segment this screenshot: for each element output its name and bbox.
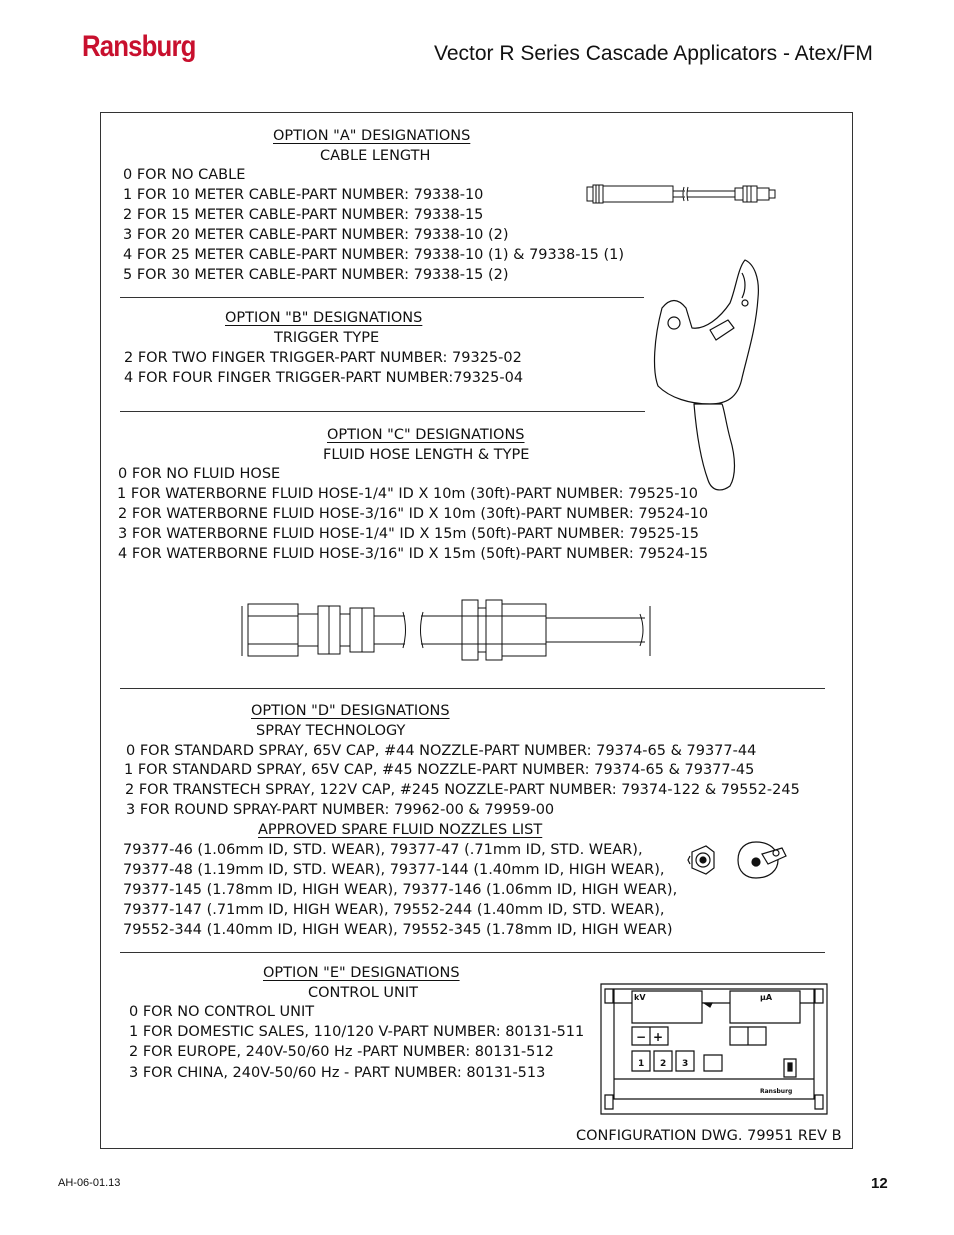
kv-label: kV (634, 993, 646, 1002)
option-a-item: 3 FOR 20 METER CABLE-PART NUMBER: 79338-10 (2) (123, 227, 509, 243)
preset-3: 3 (682, 1059, 689, 1069)
spare-nozzle-line: 79377-147 (.71mm ID, HIGH WEAR), 79552-244 (1.40mm ID, STD. WEAR), (123, 902, 665, 918)
page-title: Vector R Series Cascade Applicators - Atex/FM (434, 42, 873, 65)
option-d-item: 1 FOR STANDARD SPRAY, 65V CAP, #45 NOZZLE-PART NUMBER: 79374-65 & 79377-45 (124, 762, 755, 778)
trigger-illustration (650, 258, 765, 493)
option-a-item: 0 FOR NO CABLE (123, 167, 246, 183)
decrease-symbol: − (636, 1030, 647, 1044)
option-a-item: 1 FOR 10 METER CABLE-PART NUMBER: 79338-10 (123, 187, 484, 203)
option-d-heading: OPTION "D" DESIGNATIONS (251, 703, 450, 719)
control-unit-illustration (600, 983, 830, 1117)
option-b-item: 2 FOR TWO FINGER TRIGGER-PART NUMBER: 79325-02 (124, 350, 522, 366)
option-a-heading: OPTION "A" DESIGNATIONS (273, 128, 471, 144)
ua-label: μA (760, 993, 773, 1002)
preset-2: 2 (660, 1059, 667, 1069)
option-b-item: 4 FOR FOUR FINGER TRIGGER-PART NUMBER:79325-04 (124, 370, 524, 386)
option-c-item: 3 FOR WATERBORNE FLUID HOSE-1/4" ID X 15m (50ft)-PART NUMBER: 79525-15 (118, 526, 699, 542)
preset-1: 1 (638, 1059, 645, 1069)
nozzle-illustration (686, 838, 791, 882)
option-c-heading: OPTION "C" DESIGNATIONS (327, 427, 525, 443)
fluid-hose-illustration (240, 596, 660, 660)
option-a-subheading: CABLE LENGTH (320, 148, 431, 164)
section-divider (120, 411, 645, 412)
option-d-subheading: SPRAY TECHNOLOGY (256, 723, 406, 739)
option-c-item: 2 FOR WATERBORNE FLUID HOSE-3/16" ID X 10m (30ft)-PART NUMBER: 79524-10 (118, 506, 709, 522)
spare-nozzle-line: 79377-145 (1.78mm ID, HIGH WEAR), 79377-146 (1.06mm ID, HIGH WEAR), (123, 882, 678, 898)
option-a-item: 5 FOR 30 METER CABLE-PART NUMBER: 79338-15 (2) (123, 267, 509, 283)
option-b-heading: OPTION "B" DESIGNATIONS (225, 310, 423, 326)
cable-illustration (585, 180, 785, 208)
option-b-subheading: TRIGGER TYPE (274, 330, 380, 346)
option-e-item: 0 FOR NO CONTROL UNIT (129, 1004, 315, 1020)
section-divider (120, 952, 825, 953)
drawing-reference: CONFIGURATION DWG. 79951 REV B (576, 1128, 842, 1144)
option-d-item: 3 FOR ROUND SPRAY-PART NUMBER: 79962-00 & 79959-00 (126, 802, 555, 818)
option-c-item: 1 FOR WATERBORNE FLUID HOSE-1/4" ID X 10m (30ft)-PART NUMBER: 79525-10 (117, 486, 698, 502)
option-e-item: 1 FOR DOMESTIC SALES, 110/120 V-PART NUMBER: 80131-511 (129, 1024, 585, 1040)
spare-nozzle-line: 79552-344 (1.40mm ID, HIGH WEAR), 79552-345 (1.78mm ID, HIGH WEAR) (123, 922, 673, 938)
option-d-item: 2 FOR TRANSTECH SPRAY, 122V CAP, #245 NOZZLE-PART NUMBER: 79374-122 & 79552-245 (125, 782, 800, 798)
section-divider (120, 688, 825, 689)
spare-nozzles-heading: APPROVED SPARE FLUID NOZZLES LIST (258, 822, 543, 838)
option-a-item: 4 FOR 25 METER CABLE-PART NUMBER: 79338-10 (1) & 79338-15 (1) (123, 247, 625, 263)
spare-nozzle-line: 79377-48 (1.19mm ID, STD. WEAR), 79377-144 (1.40mm ID, HIGH WEAR), (123, 862, 665, 878)
option-e-item: 3 FOR CHINA, 240V-50/60 Hz - PART NUMBER: 80131-513 (129, 1065, 546, 1081)
spare-nozzle-line: 79377-46 (1.06mm ID, STD. WEAR), 79377-47 (.71mm ID, STD. WEAR), (123, 842, 643, 858)
brand-logo: Ransburg (82, 30, 196, 63)
document-code: AH-06-01.13 (58, 1177, 121, 1189)
section-divider (120, 297, 644, 298)
page-number: 12 (871, 1175, 888, 1192)
option-c-subheading: FLUID HOSE LENGTH & TYPE (323, 447, 530, 463)
option-d-item: 0 FOR STANDARD SPRAY, 65V CAP, #44 NOZZLE-PART NUMBER: 79374-65 & 79377-44 (126, 743, 757, 759)
option-e-item: 2 FOR EUROPE, 240V-50/60 Hz -PART NUMBER: 80131-512 (129, 1044, 554, 1060)
increase-symbol: + (653, 1030, 664, 1044)
option-e-subheading: CONTROL UNIT (308, 985, 419, 1001)
control-unit-brand: Ransburg (760, 1088, 793, 1095)
option-e-heading: OPTION "E" DESIGNATIONS (263, 965, 460, 981)
option-c-item: 4 FOR WATERBORNE FLUID HOSE-3/16" ID X 15m (50ft)-PART NUMBER: 79524-15 (118, 546, 709, 562)
option-c-item: 0 FOR NO FLUID HOSE (118, 466, 281, 482)
option-a-item: 2 FOR 15 METER CABLE-PART NUMBER: 79338-15 (123, 207, 484, 223)
